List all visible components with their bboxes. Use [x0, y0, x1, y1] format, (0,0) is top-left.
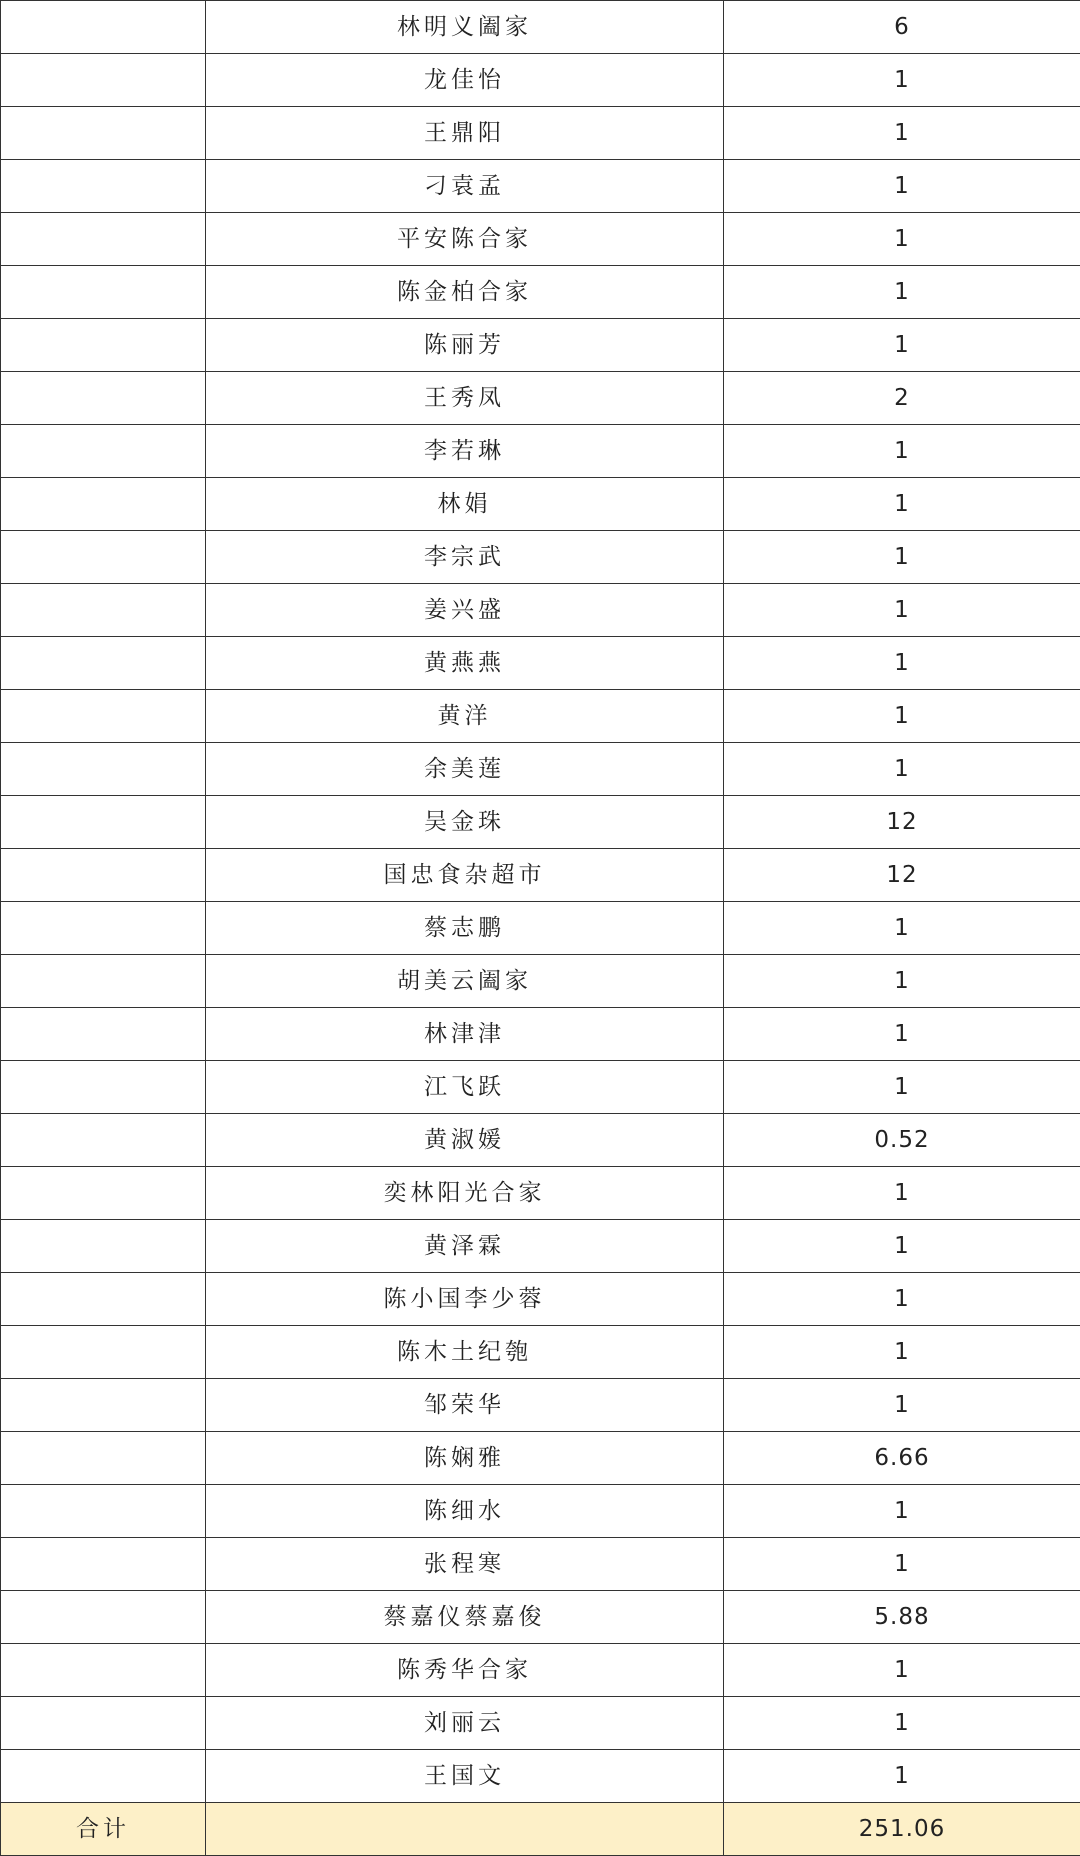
donation-amount: 12 — [724, 796, 1080, 849]
donor-name: 国忠食杂超市 — [206, 849, 724, 902]
donor-name: 黄淑媛 — [206, 1114, 724, 1167]
donation-amount: 1 — [724, 1220, 1080, 1273]
donor-name: 姜兴盛 — [206, 584, 724, 637]
donation-amount: 1 — [724, 425, 1080, 478]
donation-amount: 1 — [724, 1008, 1080, 1061]
table-row — [1, 107, 1080, 160]
row-empty-cell — [1, 1591, 206, 1644]
row-empty-cell — [1, 213, 206, 266]
row-empty-cell — [1, 584, 206, 637]
donor-name: 蔡志鹏 — [206, 902, 724, 955]
donor-name: 平安陈合家 — [206, 213, 724, 266]
row-empty-cell — [1, 902, 206, 955]
row-empty-cell — [1, 1, 206, 54]
donation-amount: 1 — [724, 107, 1080, 160]
donation-amount: 1 — [724, 584, 1080, 637]
row-empty-cell — [1, 266, 206, 319]
row-empty-cell — [1, 743, 206, 796]
table-row — [1, 584, 1080, 637]
donation-amount: 1 — [724, 1644, 1080, 1697]
donation-amount: 1 — [724, 1326, 1080, 1379]
donor-name: 陈细水 — [206, 1485, 724, 1538]
table-row — [1, 1379, 1080, 1432]
row-empty-cell — [1, 1432, 206, 1485]
row-empty-cell — [1, 955, 206, 1008]
row-empty-cell — [1, 690, 206, 743]
row-empty-cell — [1, 425, 206, 478]
donor-name: 奕林阳光合家 — [206, 1167, 724, 1220]
row-empty-cell — [1, 54, 206, 107]
table-row — [1, 1167, 1080, 1220]
table-row — [1, 902, 1080, 955]
donation-amount: 1 — [724, 213, 1080, 266]
row-empty-cell — [1, 796, 206, 849]
donation-amount: 1 — [724, 1273, 1080, 1326]
row-empty-cell — [1, 478, 206, 531]
donor-name: 陈丽芳 — [206, 319, 724, 372]
donor-name: 胡美云阖家 — [206, 955, 724, 1008]
donor-name: 黄燕燕 — [206, 637, 724, 690]
table-row — [1, 1061, 1080, 1114]
donor-name: 李宗武 — [206, 531, 724, 584]
donor-name: 陈秀华合家 — [206, 1644, 724, 1697]
total-amount: 251.06 — [724, 1803, 1080, 1856]
row-empty-cell — [1, 319, 206, 372]
row-empty-cell — [1, 107, 206, 160]
donation-amount: 1 — [724, 1485, 1080, 1538]
donation-amount: 2 — [724, 372, 1080, 425]
table-row — [1, 1750, 1080, 1803]
donation-amount: 1 — [724, 160, 1080, 213]
table-row — [1, 478, 1080, 531]
donor-name: 王国文 — [206, 1750, 724, 1803]
table-row — [1, 425, 1080, 478]
table-row — [1, 1220, 1080, 1273]
donor-name: 李若琳 — [206, 425, 724, 478]
table-row — [1, 54, 1080, 107]
row-empty-cell — [1, 372, 206, 425]
table-row — [1, 319, 1080, 372]
table-row — [1, 955, 1080, 1008]
table-row — [1, 796, 1080, 849]
table-row — [1, 1538, 1080, 1591]
table-row — [1, 1485, 1080, 1538]
row-empty-cell — [1, 1750, 206, 1803]
donor-name: 龙佳怡 — [206, 54, 724, 107]
donor-name: 吴金珠 — [206, 796, 724, 849]
row-empty-cell — [1, 1538, 206, 1591]
table-row — [1, 690, 1080, 743]
table-row — [1, 1432, 1080, 1485]
donation-amount: 6 — [724, 1, 1080, 54]
table-row — [1, 1008, 1080, 1061]
table-row — [1, 1591, 1080, 1644]
table-row — [1, 849, 1080, 902]
donor-name: 林明义阖家 — [206, 1, 724, 54]
row-empty-cell — [1, 1273, 206, 1326]
row-empty-cell — [1, 1167, 206, 1220]
row-empty-cell — [1, 531, 206, 584]
donation-amount: 1 — [724, 531, 1080, 584]
row-empty-cell — [1, 1485, 206, 1538]
donation-amount: 12 — [724, 849, 1080, 902]
row-empty-cell — [1, 1644, 206, 1697]
donation-amount: 1 — [724, 54, 1080, 107]
donation-amount: 1 — [724, 1538, 1080, 1591]
total-empty-cell — [206, 1803, 724, 1856]
donation-amount: 1 — [724, 690, 1080, 743]
row-empty-cell — [1, 637, 206, 690]
donor-name: 蔡嘉仪蔡嘉俊 — [206, 1591, 724, 1644]
table-row — [1, 531, 1080, 584]
donor-name: 邹荣华 — [206, 1379, 724, 1432]
row-empty-cell — [1, 1114, 206, 1167]
donor-name: 刁袁孟 — [206, 160, 724, 213]
donor-name: 林娟 — [206, 478, 724, 531]
row-empty-cell — [1, 1220, 206, 1273]
donor-name: 陈娴雅 — [206, 1432, 724, 1485]
donor-name: 王鼎阳 — [206, 107, 724, 160]
row-empty-cell — [1, 1697, 206, 1750]
table-row — [1, 637, 1080, 690]
donation-amount: 0.52 — [724, 1114, 1080, 1167]
donor-name: 王秀凤 — [206, 372, 724, 425]
row-empty-cell — [1, 1008, 206, 1061]
table-row — [1, 160, 1080, 213]
donation-amount: 1 — [724, 1167, 1080, 1220]
donation-amount: 1 — [724, 1379, 1080, 1432]
donation-amount: 1 — [724, 955, 1080, 1008]
donation-amount: 1 — [724, 319, 1080, 372]
donor-name: 张程寒 — [206, 1538, 724, 1591]
donation-amount: 5.88 — [724, 1591, 1080, 1644]
donor-name: 黄洋 — [206, 690, 724, 743]
row-empty-cell — [1, 160, 206, 213]
donation-amount: 1 — [724, 478, 1080, 531]
donation-amount: 6.66 — [724, 1432, 1080, 1485]
donor-name: 陈金柏合家 — [206, 266, 724, 319]
donor-name: 江飞跃 — [206, 1061, 724, 1114]
donation-amount: 1 — [724, 637, 1080, 690]
row-empty-cell — [1, 849, 206, 902]
donation-amount: 1 — [724, 743, 1080, 796]
total-row — [1, 1803, 1080, 1856]
table-row — [1, 1, 1080, 54]
table-row — [1, 266, 1080, 319]
donation-amount: 1 — [724, 1061, 1080, 1114]
donor-name: 陈木土纪匏 — [206, 1326, 724, 1379]
table-row — [1, 372, 1080, 425]
row-empty-cell — [1, 1326, 206, 1379]
table-row — [1, 1273, 1080, 1326]
donation-amount: 1 — [724, 1697, 1080, 1750]
table-row — [1, 1326, 1080, 1379]
donor-name: 黄泽霖 — [206, 1220, 724, 1273]
donation-amount: 1 — [724, 1750, 1080, 1803]
table-row — [1, 213, 1080, 266]
table-row — [1, 1644, 1080, 1697]
row-empty-cell — [1, 1061, 206, 1114]
donor-name: 林津津 — [206, 1008, 724, 1061]
row-empty-cell — [1, 1379, 206, 1432]
total-label: 合计 — [1, 1803, 206, 1856]
donation-table-body — [1, 1, 1080, 1803]
donation-amount: 1 — [724, 266, 1080, 319]
table-row — [1, 1697, 1080, 1750]
donor-name: 余美莲 — [206, 743, 724, 796]
donor-name: 陈小国李少蓉 — [206, 1273, 724, 1326]
donation-amount: 1 — [724, 902, 1080, 955]
table-row — [1, 743, 1080, 796]
donor-name: 刘丽云 — [206, 1697, 724, 1750]
table-row — [1, 1114, 1080, 1167]
